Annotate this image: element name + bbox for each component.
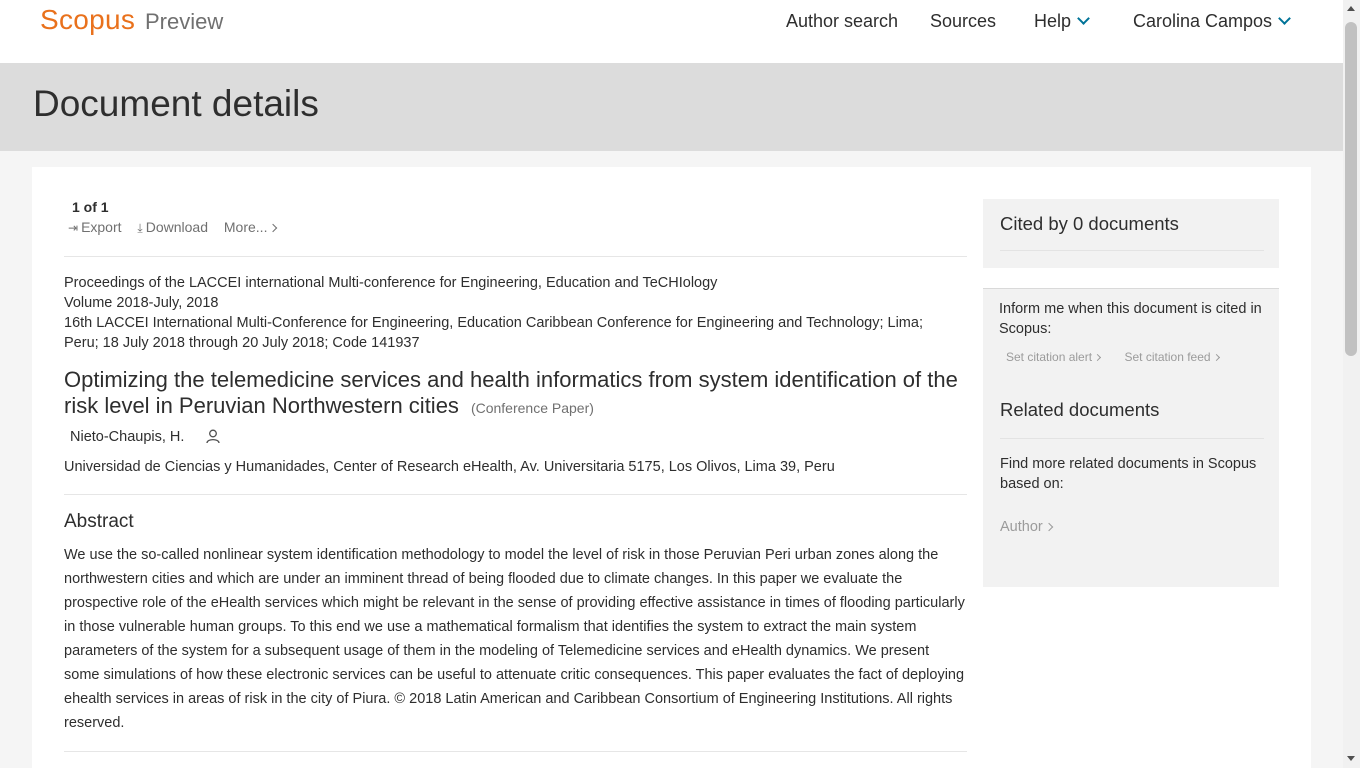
export-button[interactable]: [68, 219, 122, 235]
download-button[interactable]: [137, 219, 208, 235]
download-label: Download: [145, 219, 208, 235]
author-name[interactable]: Nieto-Chaupis, H.: [70, 429, 185, 445]
set-citation-feed-link[interactable]: [1125, 350, 1219, 364]
scopus-logo[interactable]: Scopus: [40, 4, 136, 35]
author-link-label: Author: [1000, 519, 1043, 535]
content-card: [32, 167, 1311, 768]
nav-user-menu[interactable]: [1133, 11, 1289, 32]
set-feed-label: Set citation feed: [1124, 350, 1211, 364]
chevron-down-icon: [1077, 12, 1090, 25]
related-author-link[interactable]: [1000, 519, 1052, 535]
cited-by-heading: Cited by 0 documents: [1000, 213, 1179, 234]
source-title[interactable]: Proceedings of the LACCEI international Multi-conference for Engineering, Education and TeCHIology: [64, 275, 718, 291]
more-button[interactable]: [224, 219, 277, 235]
result-count: 1 of 1: [72, 199, 109, 215]
title-band: [0, 63, 1343, 151]
divider: [1000, 438, 1264, 439]
abstract-text: We use the so-called nonlinear system identification methodology to model the level of risk in those Peruvian Peri urban zones along the northwestern cities and which are under an imminent thread of being flooded due to climate changes. In this paper we evaluate the prospective role of the eHealth services which might be relevant in the sense of providing effective assistance in times of flooding particularly in those vulnerable human groups. To this end we use a mathematical formalism that identifies the system to extract the main system parameters of the system for a subsequent usage of them in the modeling of Telemedicine services and eHealth dynamics. We present some simulations of how these electronic services can be useful to attenuate critic consequences. This paper evaluates the fact of deploying ehealth services in areas of risk in the city of Piura. © 2018 Latin American and Caribbean Consortium of Engineering Institutions. All rights reserved.: [64, 547, 965, 731]
inform-text: Inform me when this document is cited in Scopus:: [999, 301, 1262, 337]
nav-help-label: Help: [1034, 11, 1072, 31]
page-scrollbar[interactable]: [1343, 0, 1360, 768]
cited-by-box: [983, 199, 1279, 268]
nav-sources[interactable]: Sources: [930, 11, 997, 31]
related-documents-heading: Related documents: [1000, 399, 1160, 420]
export-icon: ⇥: [68, 221, 79, 235]
scroll-down-icon[interactable]: [1347, 756, 1355, 761]
page-title: Document details: [33, 83, 319, 124]
chevron-right-icon: [269, 224, 277, 232]
more-label: More...: [223, 219, 268, 235]
divider: [1000, 250, 1264, 251]
abstract-heading: Abstract: [64, 511, 134, 532]
download-icon: ⤓: [137, 221, 143, 235]
document-type: (Conference Paper): [470, 400, 594, 416]
author-row: [70, 429, 220, 448]
conference-info: 16th LACCEI International Multi-Conference for Engineering, Education Caribbean Conference for Engineering and Technology; Lima; Peru; 18 July 2018 through 20 July 2018; Code 141937: [64, 315, 923, 351]
related-box: [983, 288, 1279, 587]
document-title: [64, 367, 964, 421]
find-more-text: Find more related documents in Scopus based on:: [1000, 456, 1257, 492]
chevron-right-icon: [1094, 354, 1101, 361]
preview-label: Preview: [145, 9, 224, 34]
top-bar: [0, 0, 1343, 63]
divider: [64, 494, 967, 495]
export-label: Export: [81, 219, 122, 235]
nav-help[interactable]: [1034, 11, 1088, 32]
scroll-up-icon[interactable]: [1347, 6, 1355, 11]
citation-links: [1006, 348, 1219, 366]
set-citation-alert-link[interactable]: [1006, 350, 1100, 364]
set-alert-label: Set citation alert: [1006, 350, 1093, 364]
document-title-text: Optimizing the telemedicine services and health informatics from system identification of the risk level in Peruvian Northwestern cities: [64, 367, 958, 418]
affiliation: Universidad de Ciencias y Humanidades, Center of Research eHealth, Av. Universitaria 5175, Los Olivos, Lima 39, Peru: [64, 459, 835, 475]
chevron-down-icon: [1278, 12, 1291, 25]
source-info: [64, 273, 954, 353]
nav-author-search[interactable]: Author search: [786, 11, 899, 31]
chevron-right-icon: [1213, 354, 1220, 361]
document-toolbar: [68, 219, 288, 236]
person-icon[interactable]: [206, 429, 220, 448]
divider: [64, 751, 967, 752]
source-volume: Volume 2018-July, 2018: [64, 295, 219, 311]
chevron-right-icon: [1044, 523, 1052, 531]
scrollbar-thumb[interactable]: [1345, 22, 1357, 356]
user-name: Carolina Campos: [1133, 11, 1273, 31]
divider: [64, 256, 967, 257]
